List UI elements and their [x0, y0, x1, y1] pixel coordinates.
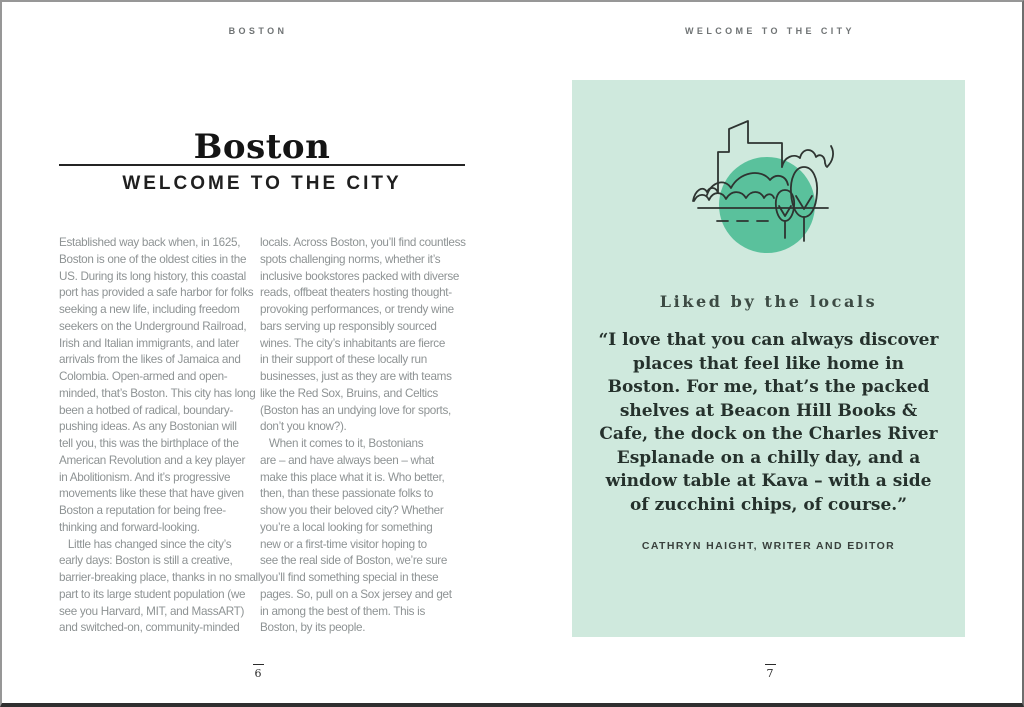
text-line: in their support of these locally run [260, 353, 427, 367]
text-line: “I love that you can always discover [598, 330, 939, 350]
text-line: pushing ideas. As any Bostonian will [59, 420, 237, 434]
card-heading: Liked by the locals [659, 292, 878, 311]
text-line: bars serving up responsibly sourced [260, 319, 437, 333]
text-line: of zucchini chips, of course.” [630, 494, 907, 515]
text-line: locals. Across Boston, you’ll find countless [260, 236, 466, 249]
text-line: American Revolution and a key player [59, 453, 246, 467]
text-line: pages. So, pull on a Sox jersey and get [260, 587, 452, 601]
text-line: places that feel like home in [632, 353, 904, 374]
text-line: like the Red Sox, Bruins, and Celtics [260, 386, 438, 400]
text-line: Boston. For me, that’s the packed [607, 377, 930, 397]
text-line: movements like these that have given [59, 487, 244, 501]
text-line: inclusive bookstores packed with diverse [260, 269, 460, 283]
text-line: then, than these passionate folks to [260, 487, 434, 501]
text-line: Boston, by its people. [260, 621, 366, 635]
text-line: seekers on the Underground Railroad, [59, 319, 247, 333]
text-line: show you their beloved city? Whether [260, 504, 444, 517]
body-column-1 [59, 235, 264, 637]
text-line: tell you, this was the birthplace of the [59, 437, 239, 450]
text-line: and switched-on, community-minded [59, 621, 240, 635]
text-line: When it comes to it, Bostonians [260, 437, 424, 450]
text-line: Established way back when, in 1625, [59, 236, 241, 249]
page-title: Boston [193, 127, 331, 167]
text-line: window table at Kava – with a side [605, 471, 932, 491]
text-line: port has provided a safe harbor for folks [59, 286, 254, 300]
text-line: don’t you know?). [260, 420, 347, 434]
page-number-left: 6 [253, 664, 264, 680]
locals-quote-card [572, 80, 965, 637]
text-line: Colombia. Open-armed and open- [59, 370, 228, 383]
text-line: Little has changed since the city’s [59, 537, 232, 551]
running-header-left: BOSTON [228, 26, 288, 36]
page-number-left-wrap [2, 664, 514, 682]
text-line: Cafe, the dock on the Charles River [599, 424, 938, 444]
page-number-right: 7 [765, 664, 776, 680]
text-line: spots challenging norms, whether it’s [260, 252, 441, 266]
text-line: see you Harvard, MIT, and MassART) [59, 604, 245, 618]
text-line: shelves at Beacon Hill Books & [619, 400, 918, 421]
chapter-title-block [59, 128, 465, 195]
text-line: barrier-breaking place, thanks in no small [59, 571, 261, 584]
text-line: are – and have always been – what [260, 453, 434, 467]
text-line: make this place what it is. Who better, [260, 470, 445, 484]
text-line: early days: Boston is still a creative, [59, 554, 233, 568]
quote-attribution: CATHRYN HAIGHT, WRITER AND EDITOR [641, 540, 896, 552]
text-line: arrivals from the likes of Jamaica and [59, 353, 241, 367]
text-line: thinking and forward-looking. [59, 520, 200, 534]
city-park-illustration [683, 94, 855, 260]
text-line: Irish and Italian immigrants, and later [59, 336, 239, 350]
page-number-right-wrap [514, 664, 1024, 682]
text-line: new or a first-time visitor hoping to [260, 537, 427, 551]
text-line: Esplanade on a chilly day, and a [616, 447, 921, 468]
text-line: reads, offbeat theaters hosting thought- [260, 286, 452, 300]
text-line: provoking performances, or trendy wine [260, 303, 454, 316]
text-line: part to its large student population (we [59, 587, 246, 601]
body-column-2 [260, 235, 465, 637]
text-line: Boston a reputation for being free- [59, 504, 226, 517]
locals-quote [572, 329, 965, 517]
text-line: you’ll find something special in these [260, 571, 439, 584]
text-line: been a hotbed of radical, boundary- [59, 403, 234, 417]
text-line: in among the best of them. This is [260, 604, 425, 618]
text-line: you’re a local looking for something [260, 520, 433, 534]
running-header-right: WELCOME TO THE CITY [685, 26, 855, 36]
page-subtitle: WELCOME TO THE CITY [122, 173, 402, 194]
text-line: US. During its long history, this coastal [59, 269, 246, 283]
text-line: Boston is one of the oldest cities in the [59, 252, 247, 266]
text-line: wines. The city’s inhabitants are fierce [260, 336, 446, 350]
text-line: (Boston has an undying love for sports, [260, 403, 451, 417]
text-line: businesses, just as they are with teams [260, 370, 452, 383]
text-line: minded, that’s Boston. This city has long [59, 386, 256, 400]
text-line: seeking a new life, including freedom [59, 303, 240, 316]
text-line: see the real side of Boston, we’re sure [260, 554, 448, 568]
text-line: in Abolitionism. And it’s progressive [59, 470, 231, 484]
